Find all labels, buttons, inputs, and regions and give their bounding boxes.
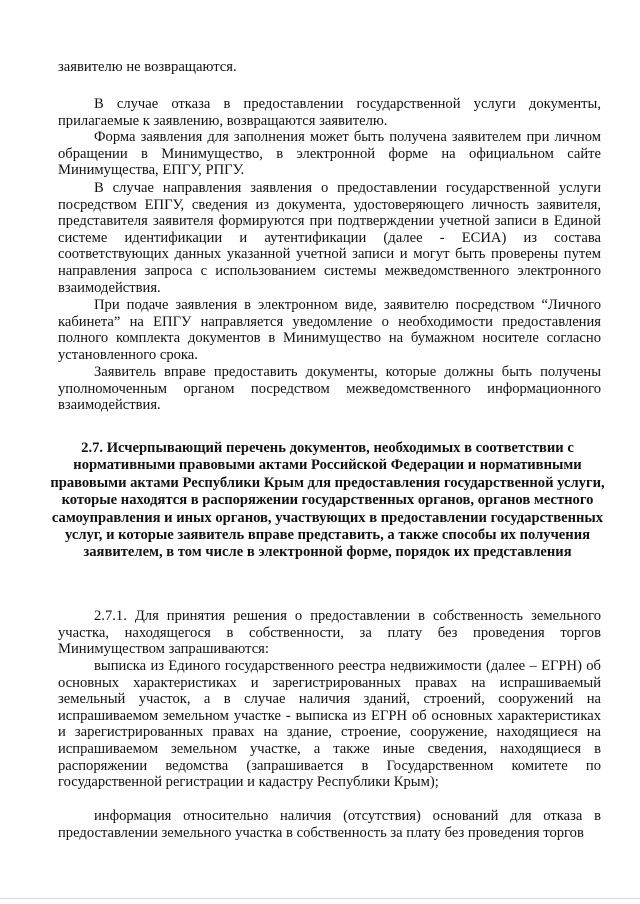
paragraph-form: Форма заявления для заполнения может быть получена заявителем при личном обращении в Минимущество, в электронной форме на официальном сайте Минимущества, ЕПГУ, РПГУ. (58, 129, 601, 179)
section-heading: 2.7. Исчерпывающий перечень документов, необходимых в соответствии с нормативными правовыми актами Российской Федерации и нормативными правовыми актами Республики Крым для предоставления государственной услуги, которые находятся в распоряжении государственных органов, органов местного самоуправления и иных органов, участвующих в предоставлении государственных услуг, и которые заявитель вправе представить, а также способы их получения заявителем, в том числе в электронной форме, порядок их представления (50, 440, 605, 561)
paragraph-electronic: При подаче заявления в электронном виде, заявителю посредством “Личного кабинета” на ЕПГУ направляется уведомление о необходимости предоставления полного комплекта документов в Минимущество на бумажном носителе согласно установленного срока. (58, 297, 601, 363)
paragraph-refusal: В случае отказа в предоставлении государственной услуги документы, прилагаемые к заявлению, возвращаются заявителю. (58, 96, 601, 129)
paragraph-2-7-1: 2.7.1. Для принятия решения о предоставлении в собственность земельного участка, находящегося в собственности, за плату без проведения торгов Минимуществом запрашиваются: (58, 608, 601, 658)
paragraph-egrn-extract: выписка из Единого государственного реестра недвижимости (далее – ЕГРН) об основных характеристиках и зарегистрированных правах на испрашиваемый земельный участок, а в случае наличия зданий, строений, сооружений на испрашиваемом земельном участке - выписка из ЕГРН об основных характеристиках и зарегистрированных правах на здание, строение, сооружение, находящиеся на испрашиваемом земельном участке, а также иные сведения, находящиеся в распоряжении ведомства (запрашивается в Государственном комитете по государственной регистрации и кадастру Республики Крым); (58, 658, 601, 791)
paragraph-continuation: заявителю не возвращаются. (58, 59, 237, 75)
scan-edge-line (0, 898, 640, 899)
paragraph-applicant-right: Заявитель вправе предоставить документы, которые должны быть получены уполномоченным органом посредством межведомственного информационного взаимодействия. (58, 364, 601, 414)
paragraph-epgu: В случае направления заявления о предоставлении государственной услуги посредством ЕПГУ, сведения из документа, удостоверяющего личность заявителя, представителя заявителя формируются при подтверждении учетной записи в Единой системе идентификации и аутентификации (далее - ЕСИА) из состава соответствующих данных указанной учетной записи и могут быть проверены путем направления запроса с использованием системы межведомственного электронного взаимодействия. (58, 180, 601, 296)
paragraph-refusal-info: информация относительно наличия (отсутствия) оснований для отказа в предоставлении земельного участка в собственность за плату без проведения торгов (58, 808, 601, 841)
